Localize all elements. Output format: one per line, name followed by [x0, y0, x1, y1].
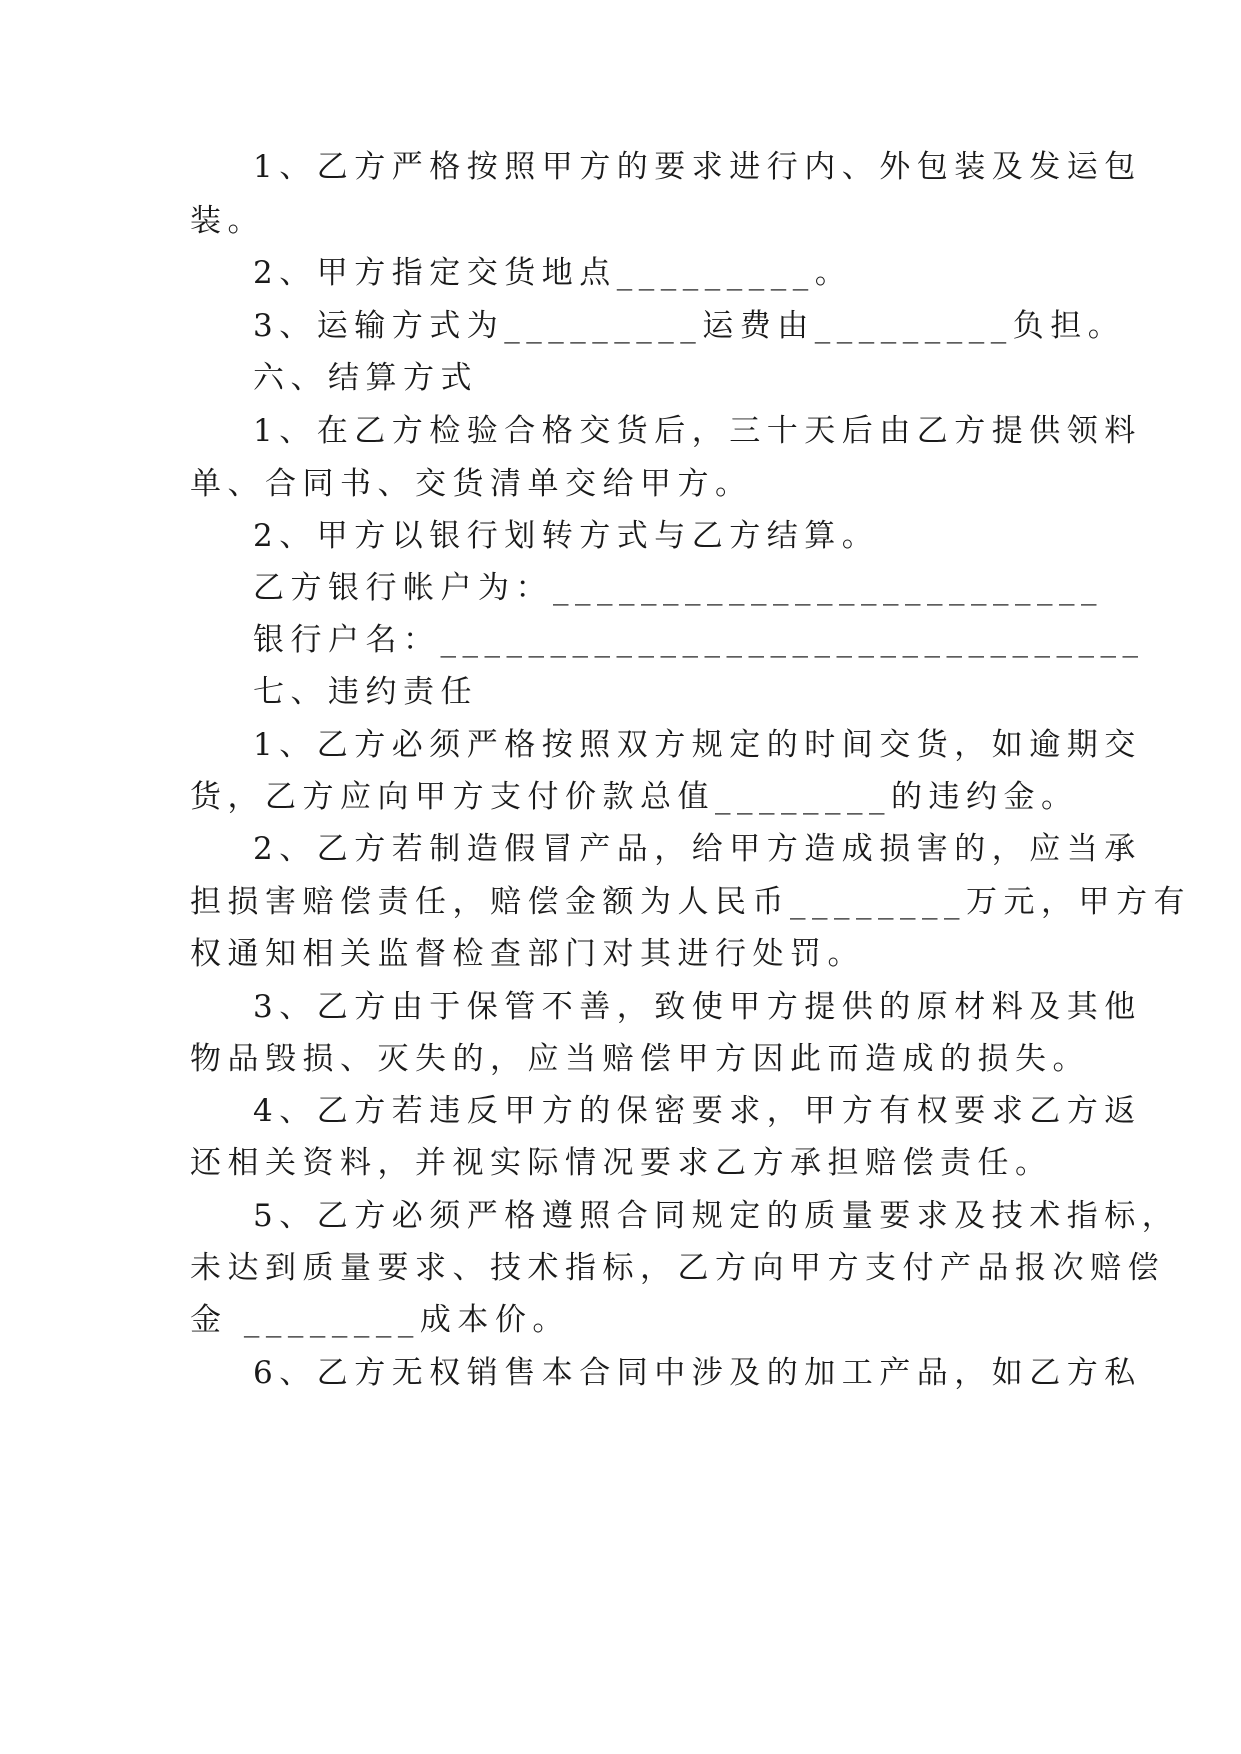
clause-7-2-line-2: 担损害赔偿责任，赔偿金额为人民币________万元，甲方有: [190, 884, 1191, 920]
section-7-heading: 七、违约责任: [253, 674, 478, 710]
clause-7-6-line-1: 6、乙方无权销售本合同中涉及的加工产品，如乙方私: [253, 1355, 1142, 1391]
clause-6-1-line-2: 单、合同书、交货清单交给甲方。: [190, 466, 753, 502]
clause-5-1-line-2: 装。: [190, 203, 265, 239]
clause-7-3-line-2: 物品毁损、灭失的，应当赔偿甲方因此而造成的损失。: [190, 1041, 1090, 1077]
bank-account-field: 乙方银行帐户为：_________________________: [253, 570, 1103, 606]
clause-7-2-line-3: 权通知相关监督检查部门对其进行处罚。: [190, 936, 865, 972]
clause-7-3-line-1: 3、乙方由于保管不善，致使甲方提供的原材料及其他: [253, 989, 1142, 1025]
clause-5-2: 2、甲方指定交货地点_________。: [253, 255, 853, 291]
clause-7-4-line-2: 还相关资料，并视实际情况要求乙方承担赔偿责任。: [190, 1145, 1053, 1181]
clause-7-5-line-3: 金 ________成本价。: [190, 1302, 570, 1338]
clause-7-1-line-1: 1、乙方必须严格按照双方规定的时间交货，如逾期交: [253, 727, 1142, 763]
clause-7-5-line-2: 未达到质量要求、技术指标，乙方向甲方支付产品报次赔偿: [190, 1250, 1165, 1286]
section-6-heading: 六、结算方式: [253, 360, 478, 396]
clause-7-2-line-1: 2、乙方若制造假冒产品，给甲方造成损害的，应当承: [253, 831, 1142, 867]
clause-5-3: 3、运输方式为_________运费由_________负担。: [253, 308, 1126, 344]
clause-7-5-line-1: 5、乙方必须严格遵照合同规定的质量要求及技术指标，: [253, 1198, 1180, 1234]
clause-7-4-line-1: 4、乙方若违反甲方的保密要求，甲方有权要求乙方返: [253, 1093, 1142, 1129]
clause-7-1-line-2: 货，乙方应向甲方支付价款总值________的违约金。: [190, 779, 1079, 815]
clause-6-2: 2、甲方以银行划转方式与乙方结算。: [253, 518, 880, 554]
clause-5-1-line-1: 1、乙方严格按照甲方的要求进行内、外包装及发运包: [253, 149, 1142, 185]
bank-name-field: 银行户名：________________________________: [253, 622, 1145, 658]
clause-6-1-line-1: 1、在乙方检验合格交货后，三十天后由乙方提供领料: [253, 413, 1142, 449]
